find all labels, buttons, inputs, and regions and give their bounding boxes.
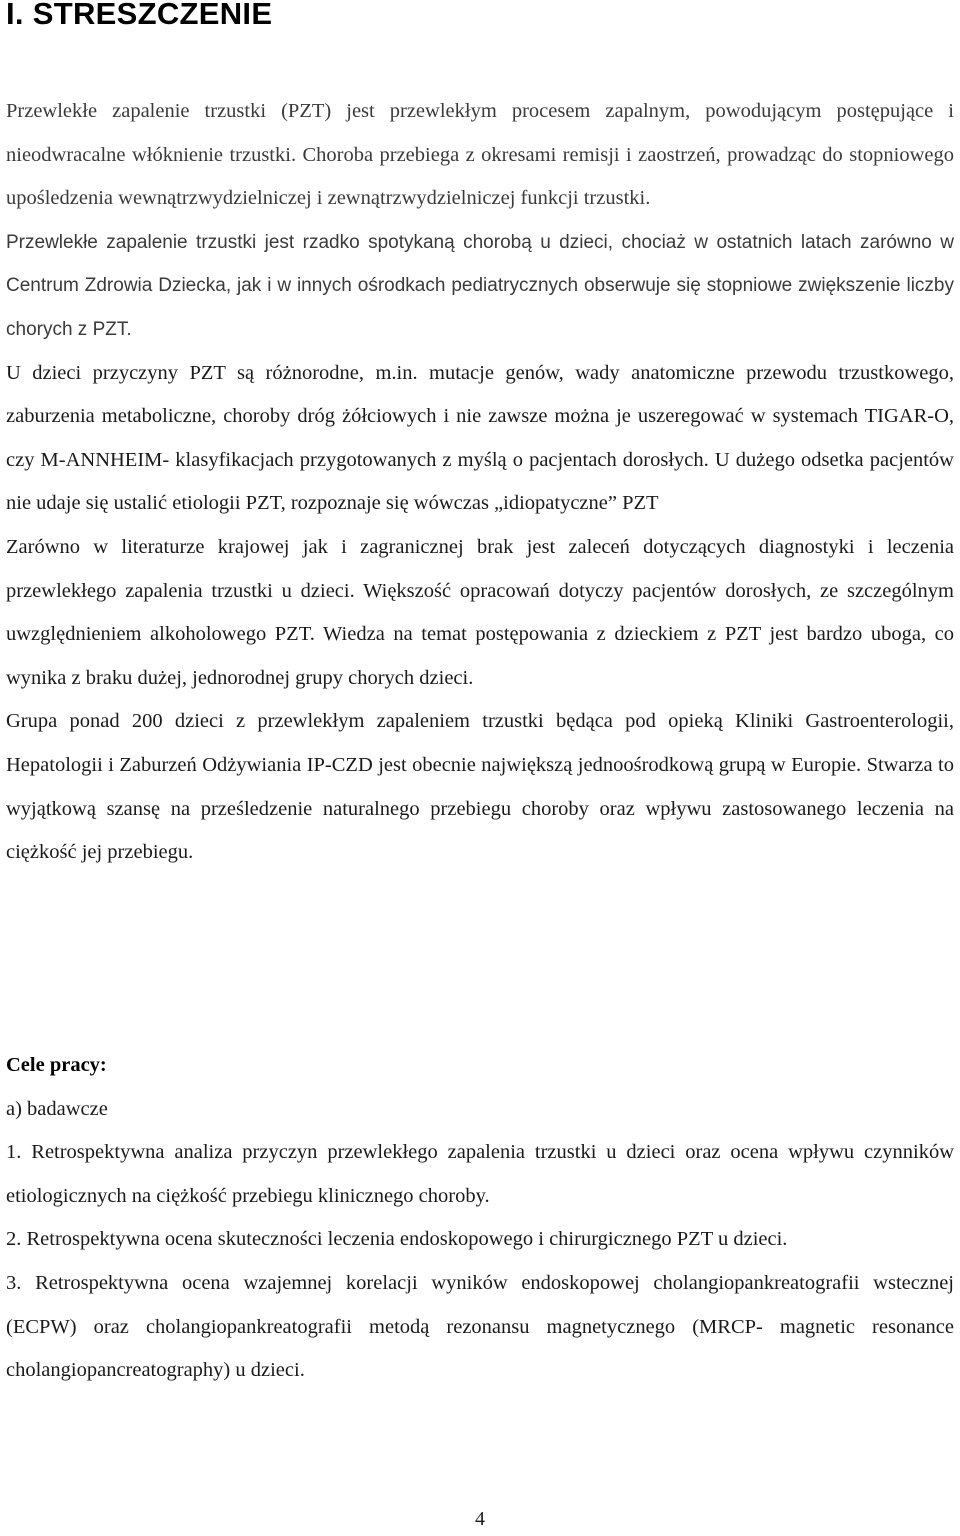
- paragraph-literature: Zarówno w literaturze krajowej jak i zagranicznej brak jest zaleceń dotyczących diagnostyki i leczenia przewlekłego zapalenia trzustki u dzieci. Większość opracowań dotyczy pacjentów dorosłych, ze szczególnym uwzględnieniem alkoholowego PZT. Wiedza na temat postępowania z dzieckiem z PZT jest bardzo uboga, co wynika z braku dużej, jednorodnej grupy chorych dzieci.: [6, 535, 954, 689]
- aim-item: 3. Retrospektywna ocena wzajemnej korelacji wyników endoskopowej cholangiopankreatografii wstecznej (ECPW) oraz cholangiopankreatografii metodą rezonansu magnetycznego (MRCP- magnetic resonance cholangiopancreatography) u dzieci.: [6, 1271, 954, 1382]
- paragraph-definition: Przewlekłe zapalenie trzustki (PZT) jest przewlekłym procesem zapalnym, powodującym postępujące i nieodwracalne włóknienie trzustki. Choroba przebiega z okresami remisji i zaostrzeń, prowadząc do stopniowego upośledzenia wewnątrzwydzielniczej i zewnątrzwydzielniczej funkcji trzustki.: [6, 100, 954, 210]
- page-number: 4: [475, 1508, 485, 1530]
- section-heading: I. STRESZCZENIE: [6, 0, 273, 31]
- aim-item: 1. Retrospektywna analiza przyczyn przewlekłego zapalenia trzustki u dzieci oraz ocena wpływu czynników etiologicznych na ciężkość przebiegu klinicznego choroby.: [6, 1141, 954, 1207]
- aims-heading: Cele pracy:: [6, 1054, 107, 1076]
- aim-item: 2. Retrospektywna ocena skuteczności leczenia endoskopowego i chirurgicznego PZT u dzieci.: [6, 1228, 788, 1251]
- paragraph-epidemiology: Przewlekłe zapalenie trzustki jest rzadko spotykaną chorobą u dzieci, chociaż w ostatnich latach zarówno w Centrum Zdrowia Dziecka, jak i w innych ośrodkach pediatrycznych obserwuje się stopniowe zwiększenie liczby chorych z PZT.: [6, 231, 954, 340]
- paragraph-causes: U dzieci przyczyny PZT są różnorodne, m.in. mutacje genów, wady anatomiczne przewodu trzustkowego, zaburzenia metaboliczne, choroby dróg żółciowych i nie zawsze można je uszeregować w systemach TIGAR-O, czy M-ANNHEIM- klasyfikacjach przygotowanych z myślą o pacjentach dorosłych. U dużego odsetka pacjentów nie udaje się ustalić etiologii PZT, rozpoznaje się wówczas „idiopatyczne” PZT: [6, 361, 954, 515]
- aims-section: [6, 1044, 954, 1393]
- aims-subheading: a) badawcze: [6, 1097, 108, 1120]
- summary-body: [6, 90, 954, 875]
- paragraph-cohort: Grupa ponad 200 dzieci z przewlekłym zapaleniem trzustki będąca pod opieką Kliniki Gastroenterologii, Hepatologii i Zaburzeń Odżywiania IP-CZD jest obecnie największą jednoośrodkową grupą w Europie. Stwarza to wyjątkową szansę na prześledzenie naturalnego przebiegu choroby oraz wpływu zastosowanego leczenia na ciężkość jej przebiegu.: [6, 710, 954, 864]
